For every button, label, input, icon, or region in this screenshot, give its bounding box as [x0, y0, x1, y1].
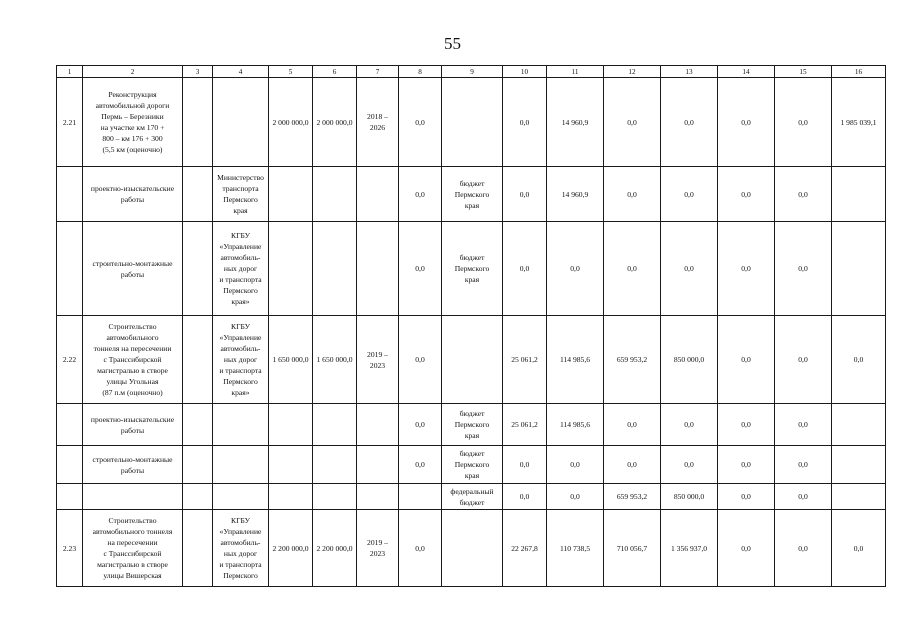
table-cell	[183, 484, 213, 510]
table-cell: 0,0	[604, 167, 661, 222]
table-cell: 0,0	[775, 446, 832, 484]
table-cell: 0,0	[399, 222, 442, 316]
table-cell: Министерство транспорта Пермского края	[213, 167, 269, 222]
table-cell: 0,0	[775, 316, 832, 404]
table-cell: 0,0	[399, 446, 442, 484]
table-cell: проектно-изыскательские работы	[83, 404, 183, 446]
table-cell: 0,0	[503, 167, 547, 222]
table-cell: 2 200 000,0	[313, 510, 357, 587]
table-cell: 0,0	[832, 316, 886, 404]
table-cell: бюджет Пермского края	[442, 222, 503, 316]
table-cell: 0,0	[547, 446, 604, 484]
table-cell	[83, 484, 183, 510]
table-cell: строительно-монтажные работы	[83, 222, 183, 316]
column-number-cell: 13	[661, 66, 718, 78]
column-number-cell: 5	[269, 66, 313, 78]
table-cell: 0,0	[718, 316, 775, 404]
page-number: 55	[444, 34, 461, 53]
table-cell: 0,0	[718, 404, 775, 446]
table-cell: КГБУ «Управление автомобиль- ных дорог и транспорта Пермского края»	[213, 222, 269, 316]
table-cell	[183, 316, 213, 404]
budget-table	[56, 65, 886, 587]
table-cell: 0,0	[775, 404, 832, 446]
table-cell: 0,0	[604, 446, 661, 484]
table-cell	[313, 167, 357, 222]
table-cell: 2019 – 2023	[357, 316, 399, 404]
table-cell: 110 738,5	[547, 510, 604, 587]
table-cell	[183, 167, 213, 222]
table-cell: 2 000 000,0	[269, 78, 313, 167]
table-cell	[213, 446, 269, 484]
table-cell: бюджет Пермского края	[442, 404, 503, 446]
table-cell: 0,0	[503, 484, 547, 510]
table-row	[57, 484, 886, 510]
table-cell: 22 267,8	[503, 510, 547, 587]
table-cell: 659 953,2	[604, 484, 661, 510]
table-cell: 0,0	[718, 484, 775, 510]
table-cell: 0,0	[661, 78, 718, 167]
column-number-cell: 11	[547, 66, 604, 78]
table-cell	[57, 484, 83, 510]
table-cell: 0,0	[661, 404, 718, 446]
table-cell: 0,0	[718, 446, 775, 484]
table-cell: 114 985,6	[547, 404, 604, 446]
column-number-cell: 10	[503, 66, 547, 78]
column-number-cell: 7	[357, 66, 399, 78]
table-cell: 25 061,2	[503, 404, 547, 446]
column-number-cell: 16	[832, 66, 886, 78]
table-cell: 0,0	[832, 510, 886, 587]
table-cell: 2 200 000,0	[269, 510, 313, 587]
table-cell: 2 000 000,0	[313, 78, 357, 167]
table-cell: бюджет Пермского края	[442, 167, 503, 222]
table-cell: 2019 – 2023	[357, 510, 399, 587]
column-number-cell: 9	[442, 66, 503, 78]
column-number-cell: 2	[83, 66, 183, 78]
table-cell	[313, 404, 357, 446]
table-cell	[399, 484, 442, 510]
table-cell: 0,0	[718, 167, 775, 222]
table-cell: 1 985 039,1	[832, 78, 886, 167]
table-cell: 2.22	[57, 316, 83, 404]
table-cell: 0,0	[661, 167, 718, 222]
table-cell: 0,0	[604, 222, 661, 316]
table-cell	[269, 446, 313, 484]
table-cell: 1 356 937,0	[661, 510, 718, 587]
column-number-cell: 14	[718, 66, 775, 78]
table-cell: 0,0	[718, 78, 775, 167]
table-row	[57, 446, 886, 484]
table-row	[57, 222, 886, 316]
table-cell: 850 000,0	[661, 484, 718, 510]
table-cell	[357, 484, 399, 510]
table-cell: 0,0	[503, 446, 547, 484]
table-cell	[442, 510, 503, 587]
table-cell: Реконструкция автомобильной дороги Пермь – Березники на участке км 170 + 800 – км 176 + 300 (5,5 км (оценочно)	[83, 78, 183, 167]
table-cell	[442, 316, 503, 404]
table-cell: 0,0	[399, 510, 442, 587]
table-row	[57, 510, 886, 587]
table-cell	[57, 446, 83, 484]
table-cell: бюджет Пермского края	[442, 446, 503, 484]
table-row	[57, 316, 886, 404]
table-cell: 0,0	[775, 510, 832, 587]
table-cell: строительно-монтажные работы	[83, 446, 183, 484]
table-cell	[269, 167, 313, 222]
table-cell: 0,0	[399, 316, 442, 404]
table-cell: 0,0	[775, 167, 832, 222]
table-cell: 0,0	[775, 484, 832, 510]
table-cell	[442, 78, 503, 167]
table-cell	[183, 222, 213, 316]
table-cell	[832, 446, 886, 484]
table-cell: 710 056,7	[604, 510, 661, 587]
table-cell: 0,0	[775, 78, 832, 167]
table-cell	[57, 222, 83, 316]
table-cell: 0,0	[399, 78, 442, 167]
table-cell: федеральный бюджет	[442, 484, 503, 510]
column-number-cell: 4	[213, 66, 269, 78]
table-cell	[213, 404, 269, 446]
table-cell: 0,0	[547, 484, 604, 510]
table-cell: 2018 – 2026	[357, 78, 399, 167]
column-number-cell: 8	[399, 66, 442, 78]
table-cell	[213, 78, 269, 167]
table-row	[57, 167, 886, 222]
table-cell: 114 985,6	[547, 316, 604, 404]
column-number-cell: 1	[57, 66, 83, 78]
table-cell: 0,0	[661, 222, 718, 316]
table-cell	[832, 222, 886, 316]
table-cell	[183, 510, 213, 587]
table-cell	[357, 446, 399, 484]
table-cell	[57, 167, 83, 222]
table-cell: 0,0	[718, 510, 775, 587]
column-number-row	[57, 66, 886, 78]
table-cell: 0,0	[661, 446, 718, 484]
table-cell	[832, 404, 886, 446]
table-cell: 0,0	[399, 404, 442, 446]
table-cell	[357, 167, 399, 222]
table-cell	[357, 222, 399, 316]
table-cell	[183, 446, 213, 484]
table-cell	[183, 404, 213, 446]
table-cell	[269, 484, 313, 510]
table-cell	[313, 222, 357, 316]
table-cell: 0,0	[718, 222, 775, 316]
table-cell	[313, 446, 357, 484]
table-cell	[57, 404, 83, 446]
column-number-cell: 6	[313, 66, 357, 78]
table-cell: 2.23	[57, 510, 83, 587]
table-cell: 0,0	[503, 222, 547, 316]
table-cell	[832, 484, 886, 510]
table-cell	[357, 404, 399, 446]
table-cell: 659 953,2	[604, 316, 661, 404]
table-cell: проектно-изыскательские работы	[83, 167, 183, 222]
table-cell	[269, 222, 313, 316]
table-cell: 25 061,2	[503, 316, 547, 404]
table-row	[57, 78, 886, 167]
table-cell	[269, 404, 313, 446]
table-body	[57, 66, 886, 587]
table-cell	[213, 484, 269, 510]
table-row	[57, 404, 886, 446]
table-cell: 0,0	[503, 78, 547, 167]
table-cell: 0,0	[547, 222, 604, 316]
table-cell: 0,0	[604, 78, 661, 167]
table-cell: КГБУ «Управление автомобиль- ных дорог и транспорта Пермского края»	[213, 316, 269, 404]
table-cell: 1 650 000,0	[269, 316, 313, 404]
table-cell: 2.21	[57, 78, 83, 167]
table-cell	[313, 484, 357, 510]
column-number-cell: 15	[775, 66, 832, 78]
table-cell: Строительство автомобильного тоннеля на пересечении с Транссибирской магистралью в створе улицы Вишерская	[83, 510, 183, 587]
table-cell: 0,0	[399, 167, 442, 222]
table-cell: 1 650 000,0	[313, 316, 357, 404]
table-cell: 0,0	[775, 222, 832, 316]
table-cell	[183, 78, 213, 167]
table-cell: 14 960,9	[547, 78, 604, 167]
table-cell: 0,0	[604, 404, 661, 446]
table-cell	[832, 167, 886, 222]
column-number-cell: 12	[604, 66, 661, 78]
column-number-cell: 3	[183, 66, 213, 78]
table-cell: КГБУ «Управление автомобиль- ных дорог и транспорта Пермского	[213, 510, 269, 587]
table-cell: Строительство автомобильного тоннеля на пересечении с Транссибирской магистралью в створе улицы Угольная (87 п.м (оценочно)	[83, 316, 183, 404]
table-cell: 850 000,0	[661, 316, 718, 404]
table-cell: 14 960,9	[547, 167, 604, 222]
